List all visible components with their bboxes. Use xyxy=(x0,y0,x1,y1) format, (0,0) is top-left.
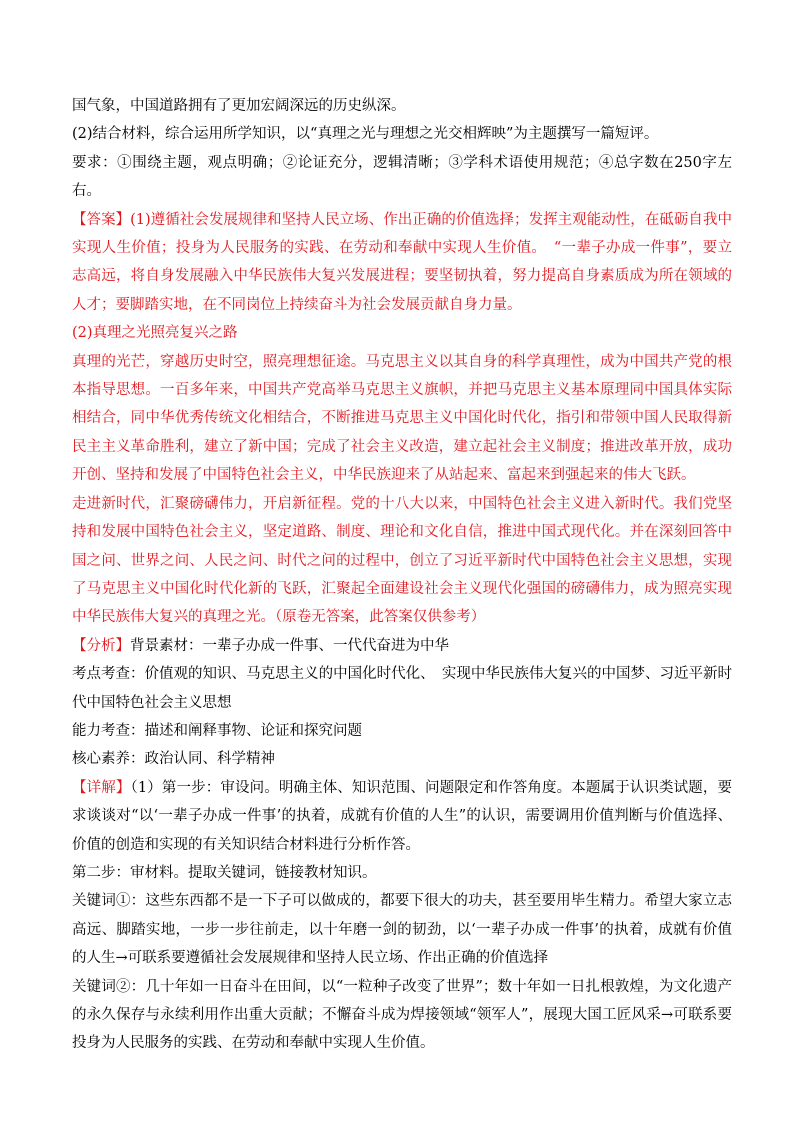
paragraph-intro-tail xyxy=(72,92,732,120)
paragraph-text: 核心素养：政治认同、科学精神 xyxy=(72,751,275,768)
question-2-requirements xyxy=(72,149,732,206)
essay-paragraph-1 xyxy=(72,348,732,490)
paragraph-text: 能力考查：描述和阐释事物、论证和探究问题 xyxy=(72,722,362,739)
explanation-label: 【详解】 xyxy=(72,779,131,796)
step-2 xyxy=(72,859,732,887)
paragraph-text: (2)结合材料，综合运用所学知识，以“真理之光与理想之光交相辉映”为主题撰写一篇短评。 xyxy=(72,126,659,143)
exam-points xyxy=(72,660,732,717)
paragraph-text: 关键词②：几十年如一日奋斗在田间，以“一粒种子改变了世界”；数十年如一日扎根敦煌，为文化遗产的永久保存与永续利用作出重大贡献；不懈奋斗成为焊接领域“领军人”，展现大国工匠风采→可联系要投身为人民服务的实践、在劳动和奉献中实现人生价值。 xyxy=(72,978,732,1052)
paragraph-text: 国气象，中国道路拥有了更加宏阔深远的历史纵深。 xyxy=(72,98,406,114)
paragraph-text: 第二步：审材料。提取关键词，链接教材知识。 xyxy=(72,864,377,881)
paragraph-text: (1)遵循社会发展规律和坚持人民立场、作出正确的价值选择；发挥主观能动性，在砥砺自我中实现人生价值；投身为人民服务的实践、在劳动和奉献中实现人生价值。 “一辈子办成一件事”，要立志高远，将自身发展融入中华民族伟大复兴发展进程；要坚韧执着，努力提高自身素质成为所在领域的人才；要脚踏实地，在不同岗位上持续奋斗为社会发展贡献自身力量。 xyxy=(72,211,732,313)
paragraph-text: 考点考查：价值观的知识、马克思主义的中国化时代化、 实现中华民族伟大复兴的中国梦、习近平新时代中国特色社会主义思想 xyxy=(72,666,732,711)
analysis-section xyxy=(72,632,732,660)
paragraph-text: 真理的光芒，穿越历史时空，照亮理想征途。马克思主义以其自身的科学真理性，成为中国共产党的根本指导思想。一百多年来，中国共产党高举马克思主义旗帜，并把马克思主义基本原理同中国具体实际相结合，同中华优秀传统文化相结合，不断推进马克思主义中国化时代化，指引和带领中国人民取得新民主主义革命胜利，建立了新中国；完成了社会主义改造，建立起社会主义制度；推进改革开放，成功开创、坚持和发展了中国特色社会主义，中华民族迎来了从站起来、富起来到强起来的伟大飞跃。 xyxy=(72,353,732,484)
explanation-section xyxy=(72,774,732,859)
core-literacy xyxy=(72,745,732,773)
keyword-1 xyxy=(72,887,732,972)
keyword-2 xyxy=(72,973,732,1058)
paragraph-text: 走进新时代，汇聚磅礴伟力，开启新征程。党的十八大以来，中国特色社会主义进入新时代。我们党坚持和发展中国特色社会主义，坚定道路、制度、理论和文化自信，推进中国式现代化。并在深刻回答中国之问、世界之问、人民之问、时代之问的过程中，创立了习近平新时代中国特色社会主义思想，实现了马克思主义中国化时代化新的飞跃，汇聚起全面建设社会主义现代化强国的磅礴伟力，成为照亮实现中华民族伟大复兴的真理之光。（原卷无答案，此答案仅供参考） xyxy=(72,495,732,626)
essay-paragraph-2 xyxy=(72,490,732,632)
paragraph-text: 要求：①围绕主题，观点明确；②论证充分，逻辑清晰；③学科术语使用规范；④总字数在250字左右。 xyxy=(72,154,732,200)
paragraph-text: 关键词①：这些东西都不是一下子可以做成的，都要下很大的功夫，甚至要用毕生精力。希望大家立志高远、脚踏实地，一步一步往前走，以十年磨一剑的韧劲，以‘一辈子办成一件事’的执着，成就有价值的人生→可联系要遵循社会发展规律和坚持人民立场、作出正确的价值选择 xyxy=(72,893,732,967)
ability-points xyxy=(72,717,732,745)
paragraph-text: （1）第一步：审设问。明确主体、知识范围、问题限定和作答角度。本题属于认识类试题，要求谈谈对“以‘一辈子办成一件事’的执着，成就有价值的人生”的认识，需要调用价值判断与价值选择、价值的创造和实现的有关知识结合材料进行分析作答。 xyxy=(72,779,732,853)
answer-section xyxy=(72,206,732,320)
question-2-prompt xyxy=(72,120,732,148)
document-body xyxy=(72,92,732,1058)
essay-title xyxy=(72,319,732,347)
analysis-label: 【分析】 xyxy=(72,637,130,654)
answer-label: 【答案】 xyxy=(72,211,131,228)
paragraph-text: 背景素材：一辈子办成一件事、一代代奋进为中华 xyxy=(130,637,449,654)
paragraph-text: (2)真理之光照亮复兴之路 xyxy=(72,325,238,342)
